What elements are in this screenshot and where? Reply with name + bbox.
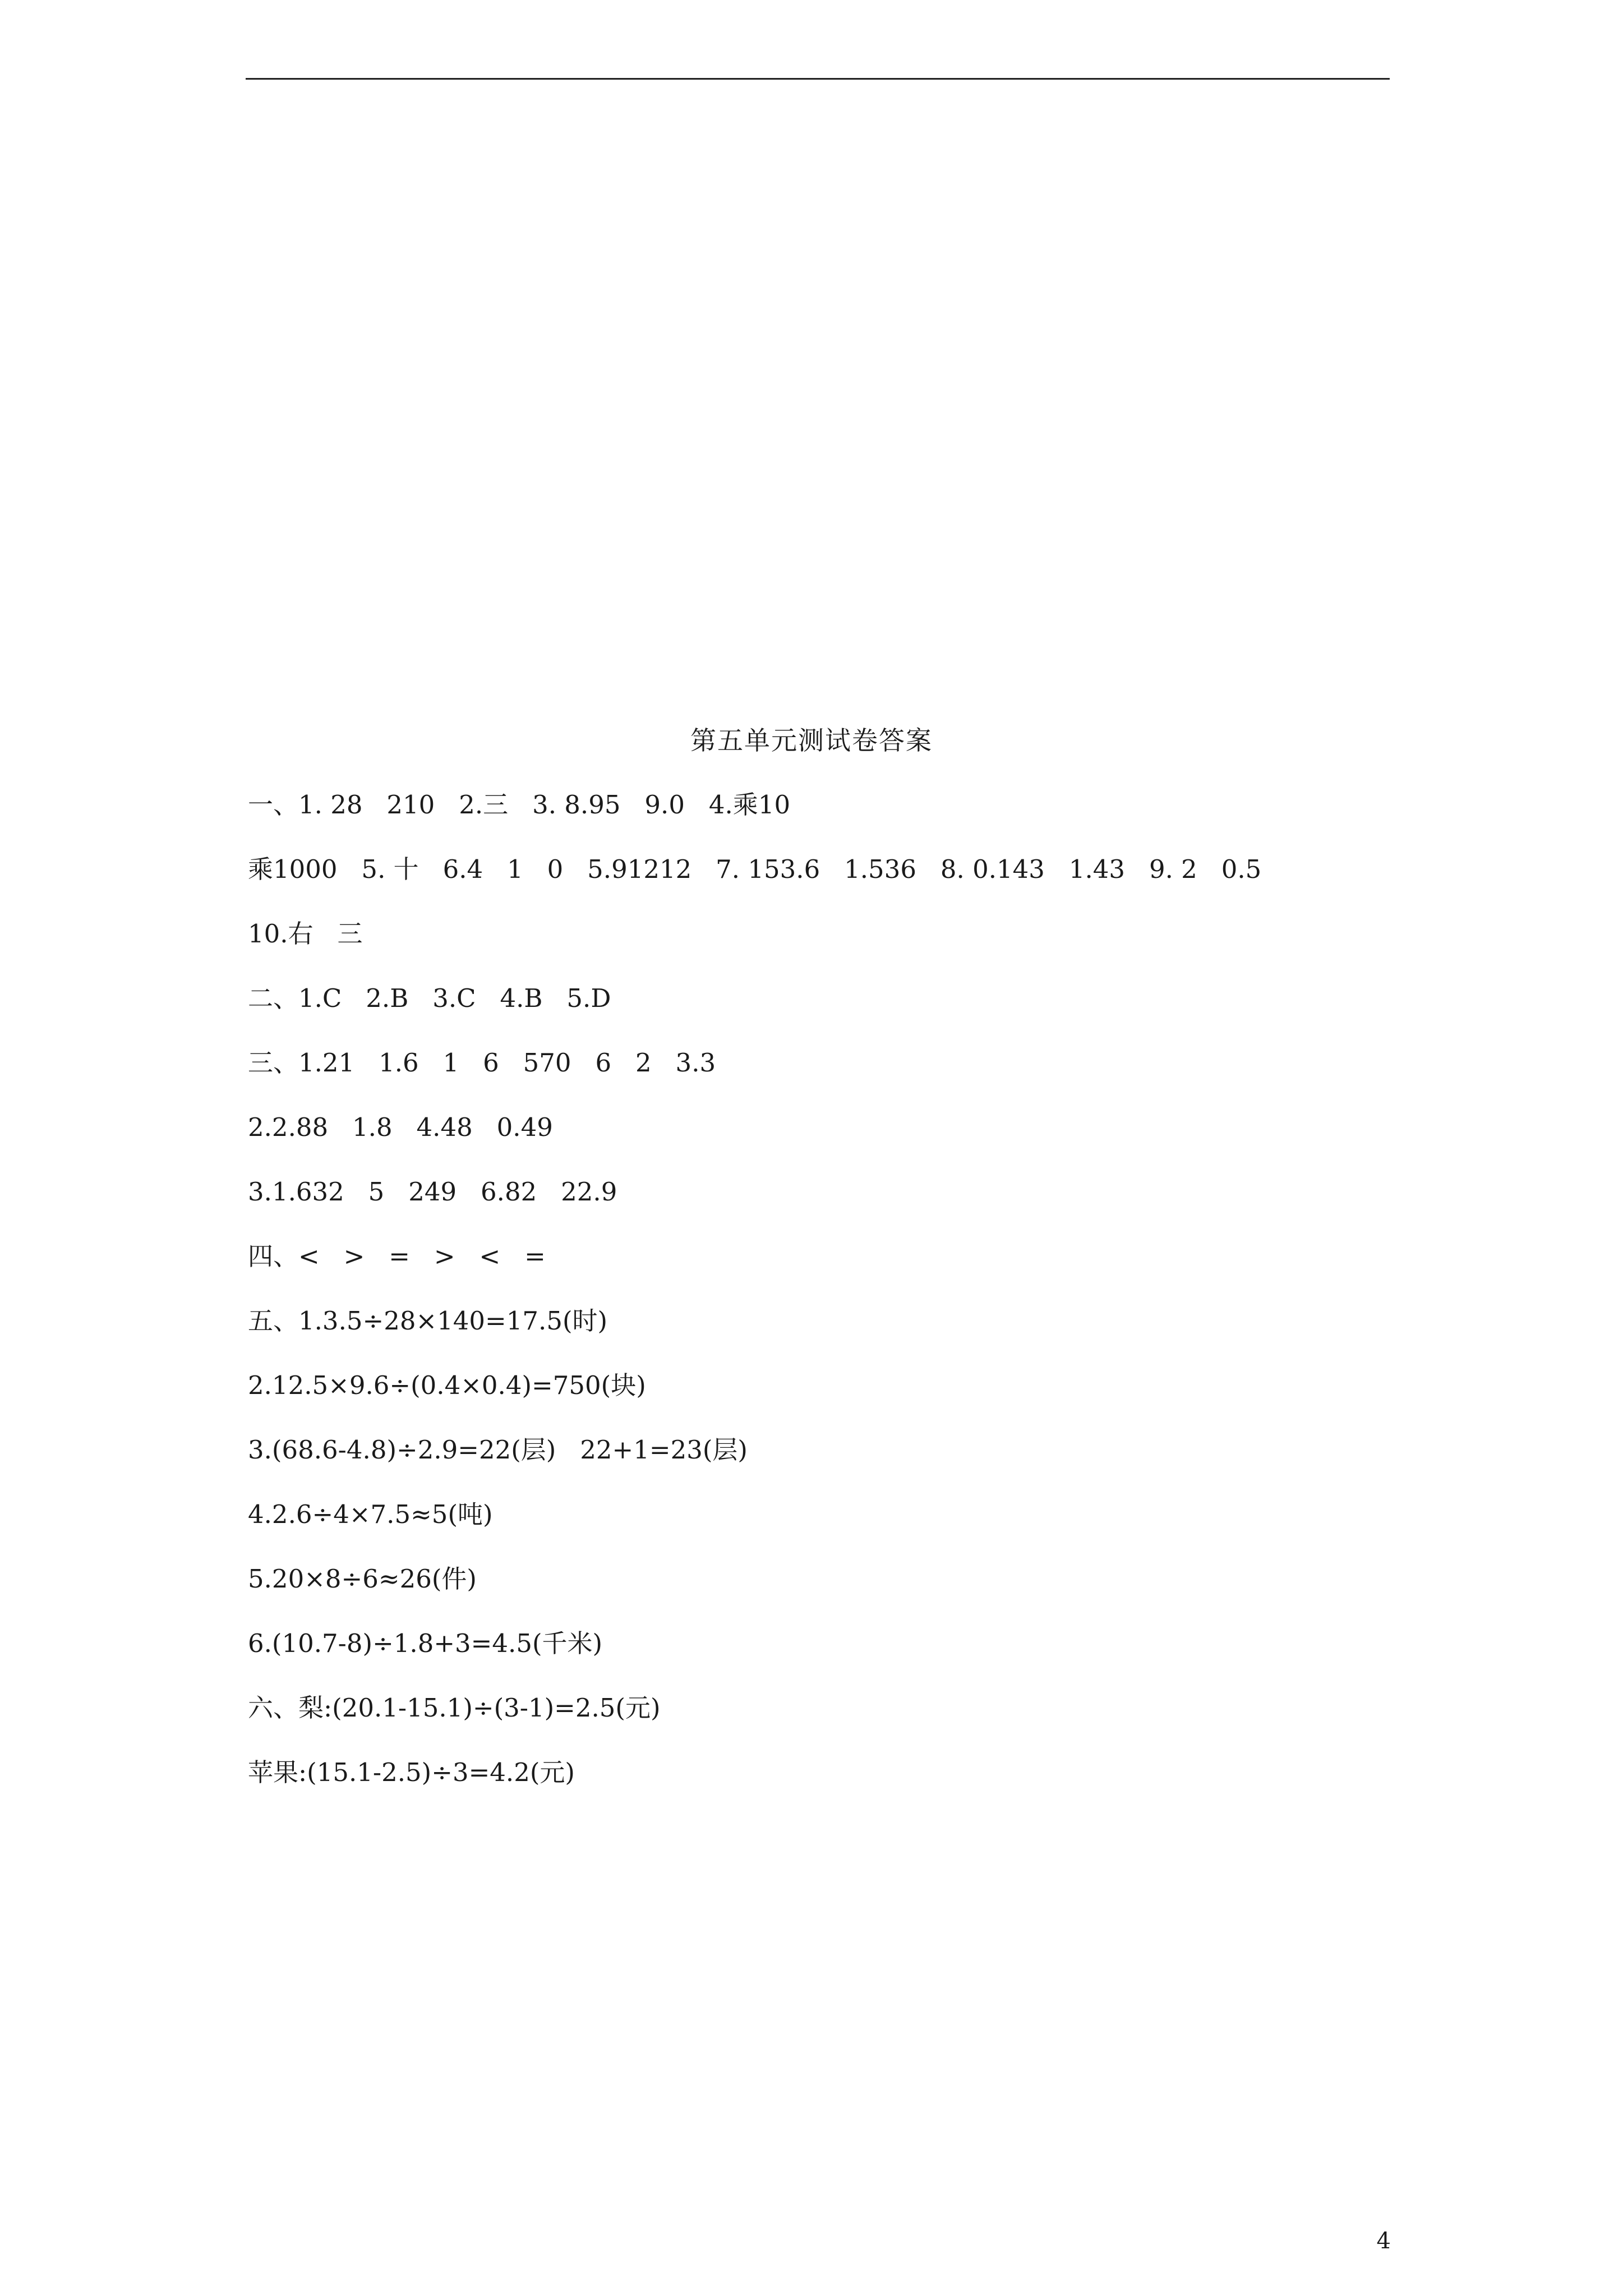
answer-line: 2.12.5×9.6÷(0.4×0.4)=750(块) <box>248 1370 646 1400</box>
header-rule <box>246 78 1390 80</box>
answer-line: 6.(10.7-8)÷1.8+3=4.5(千米) <box>248 1628 603 1658</box>
answer-line: 四、< > = > < = <box>248 1241 546 1271</box>
page-title: 第五单元测试卷答案 <box>690 725 933 756</box>
answer-line: 六、梨:(20.1-15.1)÷(3-1)=2.5(元) <box>248 1693 661 1723</box>
answer-line: 10.右 三 <box>248 919 363 949</box>
answer-line: 一、1. 28 210 2.三 3. 8.95 9.0 4.乘10 <box>248 790 791 820</box>
answer-line: 苹果:(15.1-2.5)÷3=4.2(元) <box>248 1757 575 1787</box>
answer-line: 二、1.C 2.B 3.C 4.B 5.D <box>248 983 611 1013</box>
answer-line: 5.20×8÷6≈26(件) <box>248 1564 477 1594</box>
answer-line: 3.(68.6-4.8)÷2.9=22(层) 22+1=23(层) <box>248 1435 748 1465</box>
page-number: 4 <box>1376 2228 1391 2254</box>
answer-line: 五、1.3.5÷28×140=17.5(时) <box>248 1306 608 1336</box>
answer-line: 三、1.21 1.6 1 6 570 6 2 3.3 <box>248 1048 716 1078</box>
answer-line: 乘1000 5. 十 6.4 1 0 5.91212 7. 153.6 1.536 8. 0.143 1.43 9. 2 0.5 <box>248 854 1262 884</box>
answer-line: 4.2.6÷4×7.5≈5(吨) <box>248 1499 493 1529</box>
answer-list <box>248 788 1392 1820</box>
answer-line: 3.1.632 5 249 6.82 22.9 <box>248 1177 617 1207</box>
answer-line: 2.2.88 1.8 4.48 0.49 <box>248 1112 553 1142</box>
